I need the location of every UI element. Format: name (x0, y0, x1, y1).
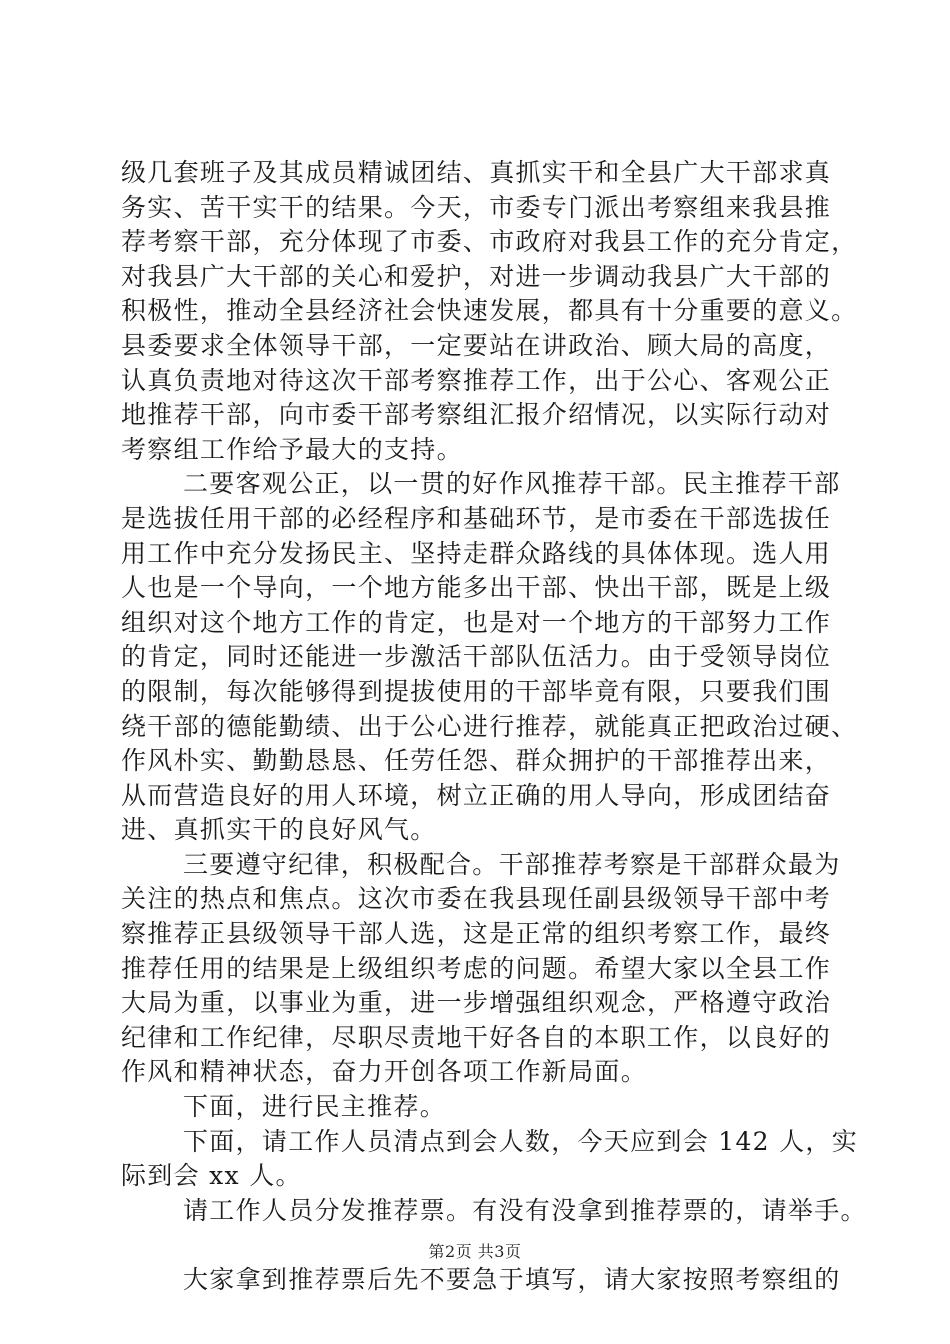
text-line: 认真负责地对待这次干部考察推荐工作，出于公心、客观公正 (121, 365, 832, 395)
page-number-footer: 第2页 共3页 (428, 1242, 522, 1261)
paragraph-start-line: 大家拿到推荐票后先不要急于填写，请大家按照考察组的 (183, 1265, 841, 1294)
text-line: 县委要求全体领导干部，一定要站在讲政治、顾大局的高度， (121, 330, 832, 360)
text-line: 人也是一个导向，一个地方能多出干部、快出干部，既是上级 (121, 573, 832, 603)
paragraph-start-line: 下面，进行民主推荐。 (183, 1092, 447, 1122)
text-line: 考察组工作给予最大的支持。 (121, 434, 463, 464)
text-line: 推荐任用的结果是上级组织考虑的问题。希望大家以全县工作 (121, 953, 832, 983)
text-line: 纪律和工作纪律，尽职尽责地干好各自的本职工作，以良好的 (121, 1022, 832, 1052)
text-line: 荐考察干部，充分体现了市委、市政府对我县工作的充分肯定， (121, 227, 858, 257)
paragraph-start-line: 三要遵守纪律，积极配合。干部推荐考察是干部群众最为 (183, 849, 841, 879)
text-line: 际到会 xx 人。 (121, 1161, 302, 1191)
text-line: 组织对这个地方工作的肯定，也是对一个地方的干部努力工作 (121, 607, 832, 637)
text-line: 的肯定，同时还能进一步激活干部队伍活力。由于受领导岗位 (121, 642, 832, 672)
text-line: 察推荐正县级领导干部人选，这是正常的组织考察工作，最终 (121, 919, 832, 949)
text-line: 用工作中充分发扬民主、坚持走群众路线的具体体现。选人用 (121, 538, 832, 568)
text-line: 的限制，每次能够得到提拔使用的干部毕竟有限，只要我们围 (121, 676, 832, 706)
text-line: 对我县广大干部的关心和爱护，对进一步调动我县广大干部的 (121, 261, 832, 291)
text-line: 级几套班子及其成员精诚团结、真抓实干和全县广大干部求真 (121, 158, 832, 187)
text-line: 进、真抓实干的良好风气。 (121, 815, 437, 845)
text-line: 作风朴实、勤勤恳恳、任劳任怨、群众拥护的干部推荐出来， (121, 746, 832, 776)
paragraph-start-line: 请工作人员分发推荐票。有没有没拿到推荐票的，请举手。 (183, 1195, 867, 1225)
text-line: 地推荐干部，向市委干部考察组汇报介绍情况，以实际行动对 (121, 400, 832, 430)
text-line: 从而营造良好的用人环境，树立正确的用人导向，形成团结奋 (121, 780, 832, 810)
text-line: 大局为重，以事业为重，进一步增强组织观念，严格遵守政治 (121, 988, 832, 1018)
paragraph-start-line: 下面，请工作人员清点到会人数，今天应到会 142 人，实 (183, 1126, 859, 1156)
text-line: 务实、苦干实干的结果。今天，市委专门派出考察组来我县推 (121, 192, 832, 222)
document-body (121, 156, 867, 1298)
text-line: 绕干部的德能勤绩、出于公心进行推荐，就能真正把政治过硬、 (121, 711, 858, 741)
text-line: 关注的热点和焦点。这次市委在我县现任副县级领导干部中考 (121, 884, 832, 914)
text-line: 作风和精神状态，奋力开创各项工作新局面。 (121, 1057, 648, 1087)
text-line: 是选拔任用干部的必经程序和基础环节，是市委在干部选拔任 (121, 503, 832, 533)
text-line: 积极性，推动全县经济社会快速发展，都具有十分重要的意义。 (121, 296, 858, 326)
paragraph-start-line: 二要客观公正，以一贯的好作风推荐干部。民主推荐干部 (183, 469, 841, 499)
